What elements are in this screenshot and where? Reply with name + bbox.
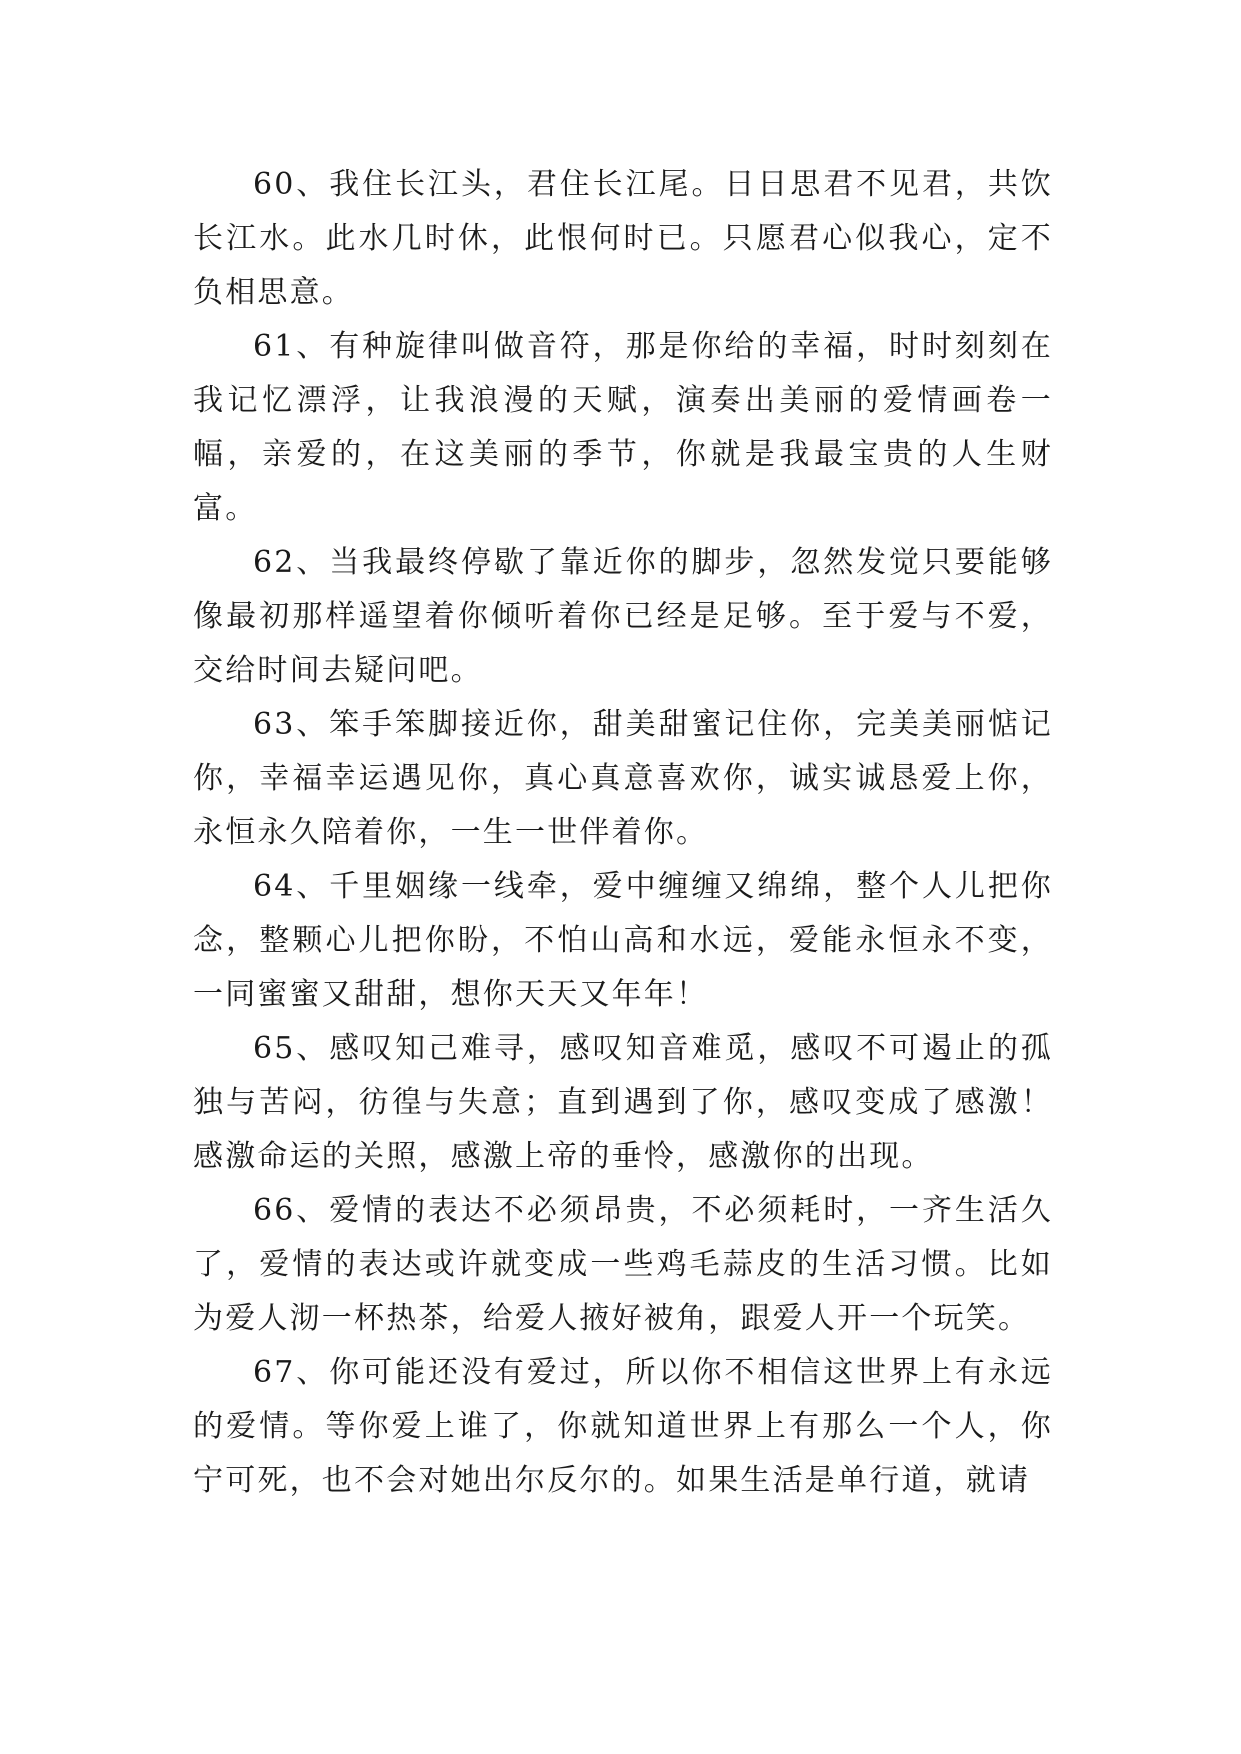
paragraph-64: 64、千里姻缘一线牵，爱中缠缠又绵绵，整个人儿把你念，整颗心儿把你盼，不怕山高和水远，爱能永恒永不变，一同蜜蜜又甜甜，想你天天又年年！ — [193, 869, 1053, 1012]
paragraph-62: 62、当我最终停歇了靠近你的脚步，忽然发觉只要能够像最初那样遥望着你倾听着你已经是足够。至于爱与不爱，交给时间去疑问吧。 — [193, 545, 1053, 688]
paragraph-60: 60、我住长江头，君住长江尾。日日思君不见君，共饮长江水。此水几时休，此恨何时已。只愿君心似我心，定不负相思意。 — [193, 167, 1053, 310]
paragraph-65: 65、感叹知己难寻，感叹知音难觅，感叹不可遏止的孤独与苦闷，彷徨与失意；直到遇到了你，感叹变成了感激！感激命运的关照，感激上帝的垂怜，感激你的出现。 — [193, 1031, 1053, 1174]
document-body — [193, 158, 1053, 1508]
paragraph-67: 67、你可能还没有爱过，所以你不相信这世界上有永远的爱情。等你爱上谁了，你就知道世界上有那么一个人，你宁可死，也不会对她出尔反尔的。如果生活是单行道，就请 — [193, 1355, 1053, 1498]
paragraph-61: 61、有种旋律叫做音符，那是你给的幸福，时时刻刻在我记忆漂浮，让我浪漫的天赋，演奏出美丽的爱情画卷一幅，亲爱的，在这美丽的季节，你就是我最宝贵的人生财富。 — [193, 329, 1053, 526]
paragraph-63: 63、笨手笨脚接近你，甜美甜蜜记住你，完美美丽惦记你，幸福幸运遇见你，真心真意喜欢你，诚实诚恳爱上你，永恒永久陪着你，一生一世伴着你。 — [193, 707, 1053, 850]
paragraph-66: 66、爱情的表达不必须昂贵，不必须耗时，一齐生活久了，爱情的表达或许就变成一些鸡毛蒜皮的生活习惯。比如为爱人沏一杯热茶，给爱人掖好被角，跟爱人开一个玩笑。 — [193, 1193, 1053, 1336]
